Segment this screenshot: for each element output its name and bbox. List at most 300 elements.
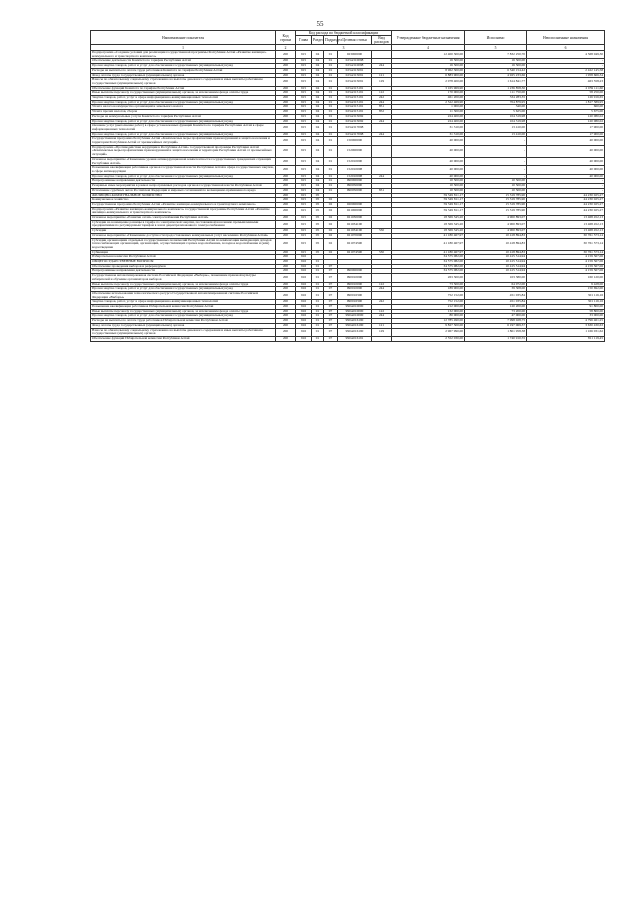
row-executed: 15 319 785,90: [465, 193, 527, 198]
row-podrazdel: 07: [324, 309, 338, 314]
row-podrazdel: 07: [324, 337, 338, 342]
row-glava: 916: [296, 309, 312, 314]
row-unexecuted: 120 080,02: [527, 114, 605, 119]
row-podrazdel: 07: [324, 264, 338, 269]
row-line-code: 200: [276, 119, 296, 124]
row-glava: 915: [296, 193, 312, 198]
page-number: 55: [316, 20, 324, 28]
row-target: 152010000: [338, 157, 372, 165]
row-approved: 59 549 811,17: [392, 193, 465, 198]
row-name: Прочая закупка товаров, работ и услуг для обеспечения государственных (муниципальных) нужд: [91, 100, 276, 105]
row-glava: 915: [296, 188, 312, 193]
row-vid: [372, 166, 392, 174]
row-unexecuted: 660,00: [527, 105, 605, 110]
row-razdel: 04: [312, 179, 324, 184]
row-unexecuted: 811 119,45: [527, 337, 605, 342]
row-approved: 132 000,00: [392, 309, 465, 314]
row-podrazdel: 01: [324, 132, 338, 137]
row-razdel: 05: [312, 202, 324, 207]
row-name: Коммунальное хозяйство: [91, 198, 276, 203]
row-unexecuted: 3 630 430,63: [527, 323, 605, 328]
row-target: 990A010000: [338, 309, 372, 314]
row-executed: 15 319 785,90: [465, 202, 527, 207]
row-name: Фонд оплаты труда государственных (муниципальных) органов: [91, 323, 276, 328]
header-glava: Глава: [296, 36, 312, 45]
row-razdel: 04: [312, 91, 324, 96]
row-glava: 915: [296, 137, 312, 145]
row-glava: 916: [296, 314, 312, 319]
row-razdel: 05: [312, 233, 324, 238]
row-vid: 122: [372, 309, 392, 314]
row-target: 152010008: [338, 166, 372, 174]
row-vid: 851: [372, 105, 392, 110]
row-podrazdel: 01: [324, 184, 338, 189]
row-unexecuted: 301 116,16: [527, 291, 605, 299]
row-approved: 16 500,00: [392, 64, 465, 69]
row-razdel: 04: [312, 137, 324, 145]
row-vid: 244: [372, 287, 392, 292]
row-approved: 40 000,00: [392, 145, 465, 157]
row-glava: 915: [296, 179, 312, 184]
row-unexecuted: 58 800,00: [527, 309, 605, 314]
row-executed: 4 925 233,66: [465, 73, 527, 78]
row-line-code: 200: [276, 96, 296, 101]
row-executed: 10 415 514,94: [465, 255, 527, 260]
row-executed: -: [465, 137, 527, 145]
row-approved: 18 369 345,20: [392, 220, 465, 228]
row-line-code: 200: [276, 287, 296, 292]
row-podrazdel: 02: [324, 250, 338, 255]
row-glava: 915: [296, 132, 312, 137]
row-glava: 916: [296, 255, 312, 260]
row-name: Обеспечение использования технологического ресурса Государственной автоматизированной системы Российской Федерации «Выборы»: [91, 291, 276, 299]
row-glava: 915: [296, 157, 312, 165]
row-name: Основное мероприятие «Повышение доступности предоставляемых коммунальных услуг населению Республики Алтай»: [91, 233, 276, 238]
row-line-code: 200: [276, 323, 296, 328]
row-razdel: 01: [312, 319, 324, 324]
row-target: 023000000: [338, 51, 372, 59]
row-target: 021074590: [338, 238, 372, 250]
header-approved: Утвержденные бюджетные назначения: [392, 31, 465, 45]
row-unexecuted: 13 468 452,13: [527, 216, 605, 221]
row-name: Повышение квалификации работников органов государственной власти Республики Алтай в сфере государственных закупок, в сфере антикоррупции: [92, 165, 274, 173]
header-podrazdel: Подраздел: [324, 36, 338, 45]
row-target: 990A010000: [338, 314, 372, 319]
row-approved: 59 549 811,17: [392, 202, 465, 207]
row-target: 023A310098: [338, 59, 372, 64]
row-glava: 915: [296, 105, 312, 110]
row-executed: 15 319 785,90: [465, 198, 527, 203]
row-podrazdel: 01: [324, 174, 338, 179]
row-podrazdel: 01: [324, 157, 338, 165]
row-target: 021070000: [338, 233, 372, 238]
row-vid: 852: [372, 110, 392, 115]
row-glava: 915: [296, 238, 312, 250]
row-glava: 916: [296, 282, 312, 287]
row-name: Избирательная комиссия Республики Алтай: [91, 255, 276, 260]
row-vid: [372, 238, 392, 250]
row-approved: 2 967 990,00: [392, 328, 465, 336]
row-executed: 64 072,00: [465, 282, 527, 287]
row-name: Прочая закупка товаров, работ и услуг для обеспечения государственных (муниципальных) нужд: [91, 132, 276, 137]
row-line-code: 200: [276, 229, 296, 234]
row-vid: [372, 274, 392, 282]
row-razdel: 05: [312, 198, 324, 203]
row-executed: 340,00: [465, 105, 527, 110]
row-approved: 34 575 082,00: [392, 269, 465, 274]
row-glava: 915: [296, 202, 312, 207]
row-executed: 10 415 514,94: [465, 269, 527, 274]
row-razdel: 04: [312, 174, 324, 179]
row-target: 150000000: [338, 137, 372, 145]
row-name: Фонд оплаты труда государственных (муниципальных) органов: [91, 73, 276, 78]
row-executed: 10 415 514,94: [465, 264, 527, 269]
row-unexecuted: -: [527, 188, 605, 193]
row-executed: 4 900 893,07: [465, 216, 527, 221]
row-approved: 752 152,00: [392, 291, 465, 299]
row-unexecuted: 44 230 025,27: [527, 202, 605, 207]
row-glava: 915: [296, 64, 312, 69]
row-podrazdel: 01: [324, 96, 338, 101]
row-executed: 120 200,00: [465, 305, 527, 310]
row-glava: 915: [296, 100, 312, 105]
row-target: 023A315091: [338, 78, 372, 86]
row-name: Повышение квалификации работников Избирательной комиссии Республики Алтай: [91, 305, 276, 310]
row-target: 021034100: [338, 220, 372, 228]
row-approved: 263 300,00: [392, 274, 465, 282]
row-executed: -: [465, 166, 527, 174]
row-name: Основное мероприятие «Развитие сетей» электроснабжения Республики Алтай»: [91, 216, 276, 221]
row-name: Основное мероприятие «Повышение уровня антикоррупционной компетентности государственных гражданских служащих Республики Алтай»: [91, 157, 276, 165]
row-name: Расходы на коммунальные услуги Комитета по тарифам Республики Алтай: [91, 114, 276, 119]
row-target: 990000000: [338, 269, 372, 274]
row-approved: 41 180 467,97: [392, 250, 465, 255]
row-name: Подпрограмма «Создание условий для реализации государственной программы Республики Алтай «Развитие жилищно-коммунального и транспортного комплекса»: [91, 51, 276, 59]
row-line-code: 200: [276, 300, 296, 305]
row-executed: 704 879,95: [465, 100, 527, 105]
row-unexecuted: 58 250,00: [527, 91, 605, 96]
row-razdel: 04: [312, 132, 324, 137]
row-line-code: 200: [276, 255, 296, 260]
header-name: Наименование показателя: [91, 31, 276, 45]
row-executed: 334 283,35: [465, 96, 527, 101]
table-body: [91, 51, 605, 342]
row-unexecuted: 4 159 567,06: [527, 260, 605, 265]
row-executed: 1 236 858,30: [465, 86, 527, 91]
row-glava: 915: [296, 91, 312, 96]
row-glava: 916: [296, 260, 312, 265]
row-podrazdel: 07: [324, 274, 338, 282]
row-approved: 8 962 300,00: [392, 68, 465, 73]
row-glava: 916: [296, 269, 312, 274]
row-unexecuted: 301 116,16: [527, 300, 605, 305]
row-podrazdel: 07: [324, 305, 338, 310]
row-executed: 6 540 154,42: [465, 68, 527, 73]
row-name: Прочая закупка товаров, работ и услуг для обеспечения государственных (муниципальных) нужд: [91, 174, 276, 179]
row-podrazdel: 02: [324, 202, 338, 207]
row-approved: 41 180 467,97: [392, 233, 465, 238]
row-approved: 40 000,00: [392, 166, 465, 174]
row-unexecuted: 40 000,00: [527, 145, 605, 157]
row-podrazdel: 02: [324, 198, 338, 203]
row-approved: 12 400 300,00: [392, 51, 465, 59]
row-razdel: 05: [312, 216, 324, 221]
row-podrazdel: 01: [324, 100, 338, 105]
row-razdel: 01: [312, 323, 324, 328]
col-number: 2: [276, 45, 296, 51]
row-glava: 916: [296, 305, 312, 310]
row-razdel: 01: [312, 287, 324, 292]
row-approved: 189 900,00: [392, 287, 465, 292]
row-executed: 103 380,00: [465, 274, 527, 282]
row-target: 990010000: [338, 274, 372, 282]
row-name: Непрограммные направления деятельности: [91, 269, 276, 274]
row-name: Государственная программа Республики Алтай «Развитие жилищно-коммунального и транспортного комплекса»: [91, 202, 276, 207]
row-name: Подпрограмма «Развитие жилищно-коммунального комплекса» государственной программы Республики Алтай «Развитие жилищно-коммунального и транспортного комплекса»: [91, 207, 276, 215]
row-approved: 2 552 030,00: [392, 337, 465, 342]
row-podrazdel: 01: [324, 73, 338, 78]
row-approved: 10 500,00: [392, 184, 465, 189]
row-executed: 5 625,00: [465, 110, 527, 115]
row-glava: 915: [296, 220, 312, 228]
row-unexecuted: 30 761 573,14: [527, 233, 605, 238]
row-vid: 244: [372, 314, 392, 319]
row-approved: 18 369 345,20: [392, 229, 465, 234]
row-vid: 242: [372, 96, 392, 101]
row-glava: 915: [296, 207, 312, 215]
row-target: 023A315092: [338, 114, 372, 119]
row-vid: [372, 337, 392, 342]
row-razdel: 04: [312, 96, 324, 101]
row-name: Прочая закупка товаров, работ и услуг для обеспечения государственных (муниципальных) нужд: [91, 119, 276, 124]
row-vid: [372, 157, 392, 165]
header-razdel: Раздел: [312, 36, 324, 45]
row-glava: 916: [296, 328, 312, 336]
row-executed: 4 900 893,07: [465, 229, 527, 234]
row-approved: 59 549 811,17: [392, 207, 465, 215]
table-row: [91, 337, 605, 342]
row-glava: 915: [296, 59, 312, 64]
row-glava: 915: [296, 96, 312, 101]
row-name: Субвенции: [91, 250, 276, 255]
row-unexecuted: -: [527, 64, 605, 69]
row-target: 990A016190: [338, 328, 372, 336]
table-row: [91, 274, 605, 282]
row-glava: 916: [296, 300, 312, 305]
row-name: Субсидии организациям отдельных государственных полномочий Республики Алтай по компенсации выпадающих доходов теплоснабжающих организаций, организаций, осуществляющих горячее водоснабжение, холодное водоснабжение и (или) водоотведение: [91, 238, 276, 250]
row-razdel: 01: [312, 337, 324, 342]
row-unexecuted: 4 568 049,30: [527, 51, 605, 59]
row-target: 990A010000: [338, 305, 372, 310]
row-podrazdel: 01: [324, 78, 338, 86]
row-target: 021030000: [338, 216, 372, 221]
row-razdel: 04: [312, 59, 324, 64]
row-unexecuted: 126 916,65: [527, 96, 605, 101]
row-executed: -: [465, 145, 527, 157]
row-target: 023A315191: [338, 86, 372, 91]
row-line-code: 200: [276, 184, 296, 189]
row-unexecuted: 44 230 025,27: [527, 198, 605, 203]
row-line-code: 200: [276, 114, 296, 119]
row-approved: 10 500,00: [392, 188, 465, 193]
row-podrazdel: 01: [324, 59, 338, 64]
row-name: ОБЩЕГОСУДАРСТВЕННЫЕ ВОПРОСЫ: [91, 260, 276, 265]
row-razdel: 04: [312, 124, 324, 132]
row-target: 020000000: [338, 202, 372, 207]
row-approved: 6 883 900,00: [392, 73, 465, 78]
row-name: Субсидии на возмещение разницы в тарифе по электрической энергии, поставляемой населению промышленными предприятиями по регулируемым тарифам в зонах децентрализованного электроснабжения: [91, 220, 276, 228]
row-executed: 10 500,00: [465, 184, 527, 189]
row-podrazdel: 01: [324, 179, 338, 184]
row-podrazdel: 01: [324, 64, 338, 69]
row-glava: 916: [296, 287, 312, 292]
row-name: Обеспечение проведения выборов и референдумов: [91, 264, 276, 269]
row-razdel: 01: [312, 291, 324, 299]
row-line-code: 200: [276, 59, 296, 64]
row-podrazdel: 07: [324, 323, 338, 328]
row-unexecuted: 44 230 025,27: [527, 193, 605, 198]
row-glava: 915: [296, 198, 312, 203]
row-glava: 915: [296, 119, 312, 124]
row-executed: 10 418 894,83: [465, 233, 527, 238]
row-executed: 39 308,00: [465, 287, 527, 292]
row-unexecuted: 160 120,00: [527, 274, 605, 282]
row-unexecuted: 17 900,00: [527, 124, 605, 132]
row-target: 023A315191: [338, 105, 372, 110]
row-line-code: 200: [276, 174, 296, 179]
row-approved: 2 078 400,00: [392, 78, 465, 86]
row-unexecuted: 40 000,00: [527, 137, 605, 145]
row-executed: 10 418 894,83: [465, 238, 527, 250]
row-approved: 461 200,00: [392, 96, 465, 101]
row-unexecuted: 5 675,00: [527, 110, 605, 115]
row-razdel: 04: [312, 73, 324, 78]
row-podrazdel: 01: [324, 119, 338, 124]
row-target: 990050000: [338, 188, 372, 193]
row-name: Взносы по обязательному социальному страхованию на выплаты денежного содержания и иные выплаты работникам государственных (муниципальных) органов: [91, 78, 276, 86]
row-razdel: 04: [312, 86, 324, 91]
row-podrazdel: 02: [324, 238, 338, 250]
row-target: 990016300: [338, 300, 372, 305]
row-approved: 224 400,00: [392, 114, 465, 119]
row-target: 152000000: [338, 145, 372, 157]
row-podrazdel: 07: [324, 287, 338, 292]
row-line-code: 200: [276, 314, 296, 319]
row-unexecuted: 91 800,00: [527, 305, 605, 310]
row-razdel: 04: [312, 100, 324, 105]
row-name: Прочая закупка товаров, работ и услуг для обеспечения государственных (муниципальных) нужд: [91, 287, 276, 292]
row-razdel: 05: [312, 193, 324, 198]
row-unexecuted: 120 080,02: [527, 119, 605, 124]
row-name: Подпрограмма «Противодействие коррупции в Республике Алтай» государственной программы Республики Алтай «Комплексные меры профилактики правонарушений и защита населения и территории Республики Алтай от чрезвычайных ситуаций»: [91, 145, 276, 157]
row-vid: 121: [372, 323, 392, 328]
row-podrazdel: 07: [324, 328, 338, 336]
row-razdel: 01: [312, 269, 324, 274]
table-row: [91, 145, 605, 157]
row-line-code: 200: [276, 73, 296, 78]
row-vid: 831: [372, 188, 392, 193]
row-name: Непрограммные направления деятельности: [91, 179, 276, 184]
row-razdel: 01: [312, 282, 324, 287]
row-razdel: 01: [312, 264, 324, 269]
row-executed: 10 500,00: [465, 179, 527, 184]
row-executed: 451 035,84: [465, 291, 527, 299]
row-podrazdel: 01: [324, 91, 338, 96]
row-line-code: 200: [276, 157, 296, 165]
row-target: 990000000: [338, 179, 372, 184]
row-glava: 915: [296, 233, 312, 238]
row-vid: 122: [372, 91, 392, 96]
row-name: Расходы на выплаты по оплате труда работников Избирательной комиссии Республики Алтай: [91, 319, 276, 324]
row-target: 023A315191: [338, 96, 372, 101]
row-razdel: 01: [312, 314, 324, 319]
row-glava: 915: [296, 78, 312, 86]
row-name: Обеспечение функций Комитета по тарифам Республики Алтай: [91, 86, 276, 91]
row-line-code: 200: [276, 207, 296, 215]
row-glava: 916: [296, 274, 312, 282]
row-executed: 15 319 785,90: [465, 207, 527, 215]
row-unexecuted: 33 000,00: [527, 314, 605, 319]
row-line-code: 200: [276, 86, 296, 91]
row-line-code: 200: [276, 51, 296, 59]
row-executed: 73 200,00: [465, 309, 527, 314]
row-line-code: 200: [276, 145, 296, 157]
row-line-code: 200: [276, 282, 296, 287]
row-line-code: 200: [276, 274, 296, 282]
row-line-code: 200: [276, 291, 296, 299]
row-name: Государственная программа Республики Алтай «Комплексные меры профилактики правонарушений и защита населения и территории Республики Алтай от чрезвычайных ситуаций»: [91, 137, 276, 145]
row-name: Закупка товаров, работ, услуг в сфере информационно-коммуникационных технологий: [91, 300, 276, 305]
row-podrazdel: 07: [324, 319, 338, 324]
col-number: 4: [392, 45, 465, 51]
row-razdel: 01: [312, 309, 324, 314]
row-podrazdel: 01: [324, 68, 338, 73]
row-line-code: 200: [276, 269, 296, 274]
row-line-code: 200: [276, 305, 296, 310]
row-razdel: 04: [312, 64, 324, 69]
row-executed: 1 740 910,55: [465, 337, 527, 342]
row-razdel: 05: [312, 229, 324, 234]
row-executed: 111 750,00: [465, 91, 527, 96]
row-razdel: 04: [312, 166, 324, 174]
row-executed: -: [465, 174, 527, 179]
row-razdel: 05: [312, 250, 324, 255]
row-target: 023A315091: [338, 68, 372, 73]
row-executed: 10 415 514,94: [465, 260, 527, 265]
row-approved: 40 000,00: [392, 174, 465, 179]
row-podrazdel: 07: [324, 314, 338, 319]
row-unexecuted: 2 059 111,60: [527, 86, 605, 91]
row-line-code: 200: [276, 250, 296, 255]
row-name: Государственная автоматизированная система Российской Федерации «Выборы», повышение правовой культуры избирателей и обучение организаторов выборов: [91, 274, 276, 282]
row-approved: 212 000,00: [392, 305, 465, 310]
row-razdel: 05: [312, 220, 324, 228]
row-line-code: 200: [276, 264, 296, 269]
row-glava: 916: [296, 291, 312, 299]
row-podrazdel: 01: [324, 51, 338, 59]
row-podrazdel: 01: [324, 86, 338, 91]
row-line-code: 200: [276, 337, 296, 342]
row-line-code: 200: [276, 202, 296, 207]
row-approved: 10 500,00: [392, 179, 465, 184]
row-line-code: 200: [276, 216, 296, 221]
row-line-code: 200: [276, 328, 296, 336]
table-row: [91, 166, 605, 174]
row-glava: 915: [296, 124, 312, 132]
row-line-code: 200: [276, 319, 296, 324]
row-target: 021074590: [338, 250, 372, 255]
row-glava: 915: [296, 229, 312, 234]
